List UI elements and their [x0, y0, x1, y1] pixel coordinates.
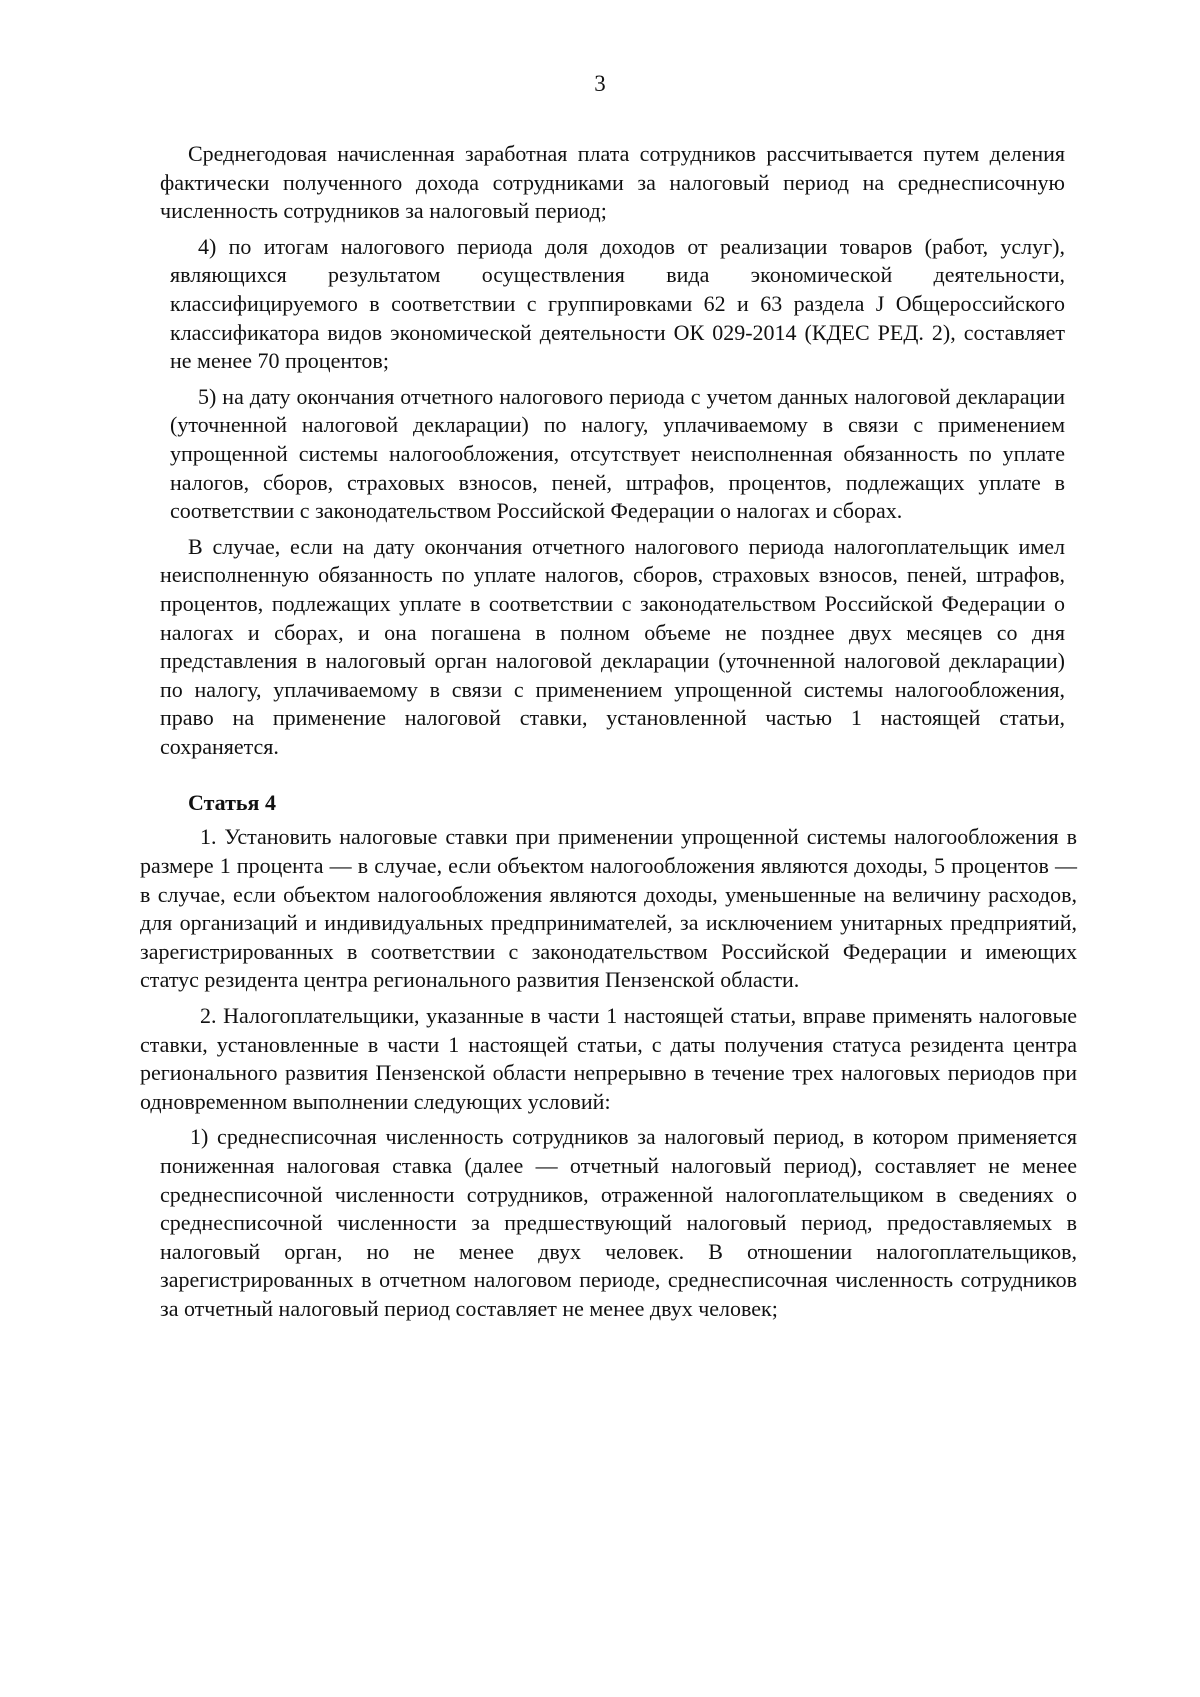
paragraph-condition-5: 5) на дату окончания отчетного налогового периода с учетом данных налоговой декларации (уточненной налоговой декларации) по налогу, уплачиваемому в связи с применением упрощенной системы налогообложения, отсутствует неисполненная обязанность по уплате налогов, сборов, страховых взносов, пеней, штрафов, процентов, подлежащих уплате в соответствии с законодательством Российской Федерации о налогах и сборах. — [170, 383, 1065, 524]
paragraph-average-salary: Среднегодовая начисленная заработная плата сотрудников рассчитывается путем деления фактически полученного дохода сотрудниками за налоговый период на среднесписочную численность сотрудников за налоговый период; — [160, 141, 1065, 224]
document-body — [140, 140, 1077, 1331]
paragraph-article4-part2: 2. Налогоплательщики, указанные в части 1 настоящей статьи, вправе применять налоговые ставки, установленные в части 1 настоящей статьи, с даты получения статуса резидента центра регионального развития Пензенской области непрерывно в течение трех налоговых периодов при одновременном выполнении следующих условий: — [140, 1003, 1077, 1114]
paragraph-debt-exception: В случае, если на дату окончания отчетного налогового периода налогоплательщик имел неисполненную обязанность по уплате налогов, сборов, страховых взносов, пеней, штрафов, процентов, подлежащих уплате в соответствии с законодательством Российской Федерации о налогах и сборах, и она погашена в полном объеме не позднее двух месяцев со дня представления в налоговый орган налоговой декларации (уточненной налоговой декларации) по налогу, уплачиваемому в связи с применением упрощенной системы налогообложения, право на применение налоговой ставки, установленной частью 1 настоящей статьи, сохраняется. — [160, 533, 1065, 759]
article-heading: Статья 4 — [188, 790, 276, 816]
page-number: 3 — [594, 71, 606, 96]
paragraph-condition-4: 4) по итогам налогового периода доля доходов от реализации товаров (работ, услуг), являющихся результатом осуществления вида экономической деятельности, классифицируемого в соответствии с группировками 62 и 63 раздела J Общероссийского классификатора видов экономической деятельности ОК 029-2014 (КДЕС РЕД. 2), составляет не менее 70 процентов; — [170, 233, 1065, 374]
paragraph-article4-condition-1: 1) среднесписочная численность сотрудников за налоговый период, в котором применяется пониженная налоговая ставка (далее — отчетный налоговый период), составляет не менее среднесписочной численности сотрудников, отраженной налогоплательщиком в сведениях о среднесписочной численности за предшествующий налоговый период, предоставляемых в налоговый орган, но не менее двух человек. В отношении налогоплательщиков, зарегистрированных в отчетном налоговом периоде, среднесписочная численность сотрудников за отчетный налоговый период составляет не менее двух человек; — [160, 1124, 1077, 1321]
paragraph-article4-part1: 1. Установить налоговые ставки при применении упрощенной системы налогообложения в размере 1 процента — в случае, если объектом налогообложения являются доходы, 5 процентов — в случае, если объектом налогообложения являются доходы, уменьшенные на величину расходов, для организаций и индивидуальных предпринимателей, за исключением унитарных предприятий, зарегистрированных в соответствии с законодательством Российской Федерации и имеющих статус резидента центра регионального развития Пензенской области. — [140, 824, 1077, 993]
